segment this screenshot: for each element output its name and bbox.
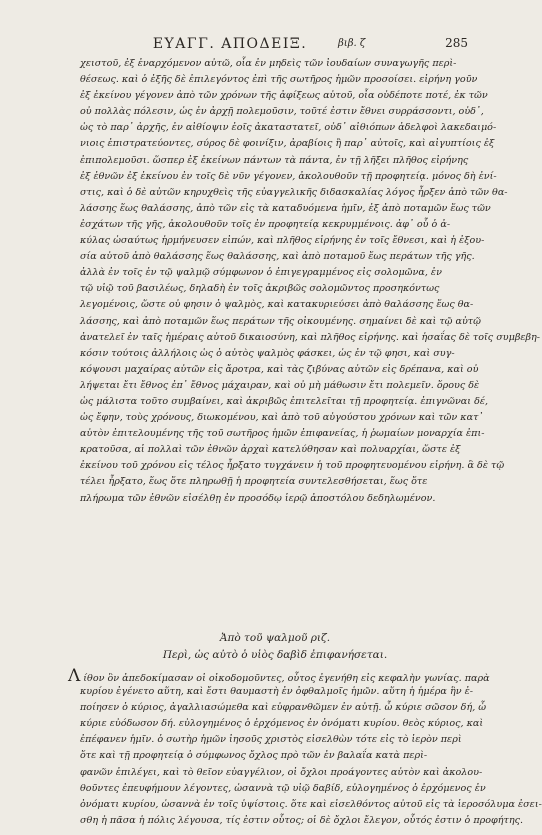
text-line: κρατοῦσα, αἱ πολλαὶ τῶν ἐθνῶν ἀρχαὶ κατελύθησαν καὶ πολυαρχίαι, ὥστε ἐξ [80, 444, 461, 456]
text-line: ἐξ ἐκείνου γέγονεν ἀπὸ τῶν χρόνων τῆς ἀφίξεως αὐτοῦ, οἷα οὐδέποτε ποτέ, ἐκ τῶν [80, 90, 488, 102]
page-header [60, 36, 470, 56]
drop-cap: Λ [68, 666, 81, 686]
text-line: κόψουσι μαχαίρας αὐτῶν εἰς ἄροτρα, καὶ τὰς ζιβύνας αὐτῶν εἰς δρέπανα, καὶ οὐ [80, 363, 479, 375]
section-text-line [80, 781, 486, 797]
section-subtitle: Περὶ, ὡς αὐτὸ ὁ υἱὸς δαβὶδ ἐπιφανήσεται. [162, 649, 388, 661]
section-text-line [80, 684, 473, 700]
text-line: λάσσης, καὶ ἀπὸ ποταμῶν ἕως περάτων τῆς οἰκουμένης. σημαίνει δὲ καὶ τῷ αὐτῷ [80, 315, 481, 327]
text-line: τῷ υἱῷ τοῦ βασιλέως, δηλαδὴ ἐν τοῖς ἀκριβῶς σολομῶντος προσηκόντως [80, 283, 440, 295]
text-line: λεγομένοις, ὥστε οὐ φησιν ὁ ψαλμὸς, καὶ κατακυριεύσει ἀπὸ θαλάσσης ἕως θα- [80, 299, 474, 311]
text-line: χειστοῦ, ἐξ ἐναρχόμενον αὐτῶ, οἷα ἐν μηδεὶς τῶν ἰουδαίων συναγωγῆς περὶ- [80, 58, 457, 69]
text-line: τέλει ἦρξατο, ἕως ὅτε πληρωθῇ ἡ προφητεία συντελεσθήσεται, ἕως ὅτε [80, 476, 428, 488]
section-line-text: σθη ἡ πᾶσα ἡ πόλις λέγουσα, τίς ἐστιν οὗτος; οἱ δὲ ὄχλοι ἔλεγον, οὗτός ἐστιν ὁ προφήτης. [80, 814, 523, 826]
text-line: ἐκείνου τοῦ χρόνου εἰς τέλος ἦρξατο τυγχάνειν ἡ τοῦ προφητευομένου εἰρήνη. ἃ δὲ τῷ [80, 460, 505, 472]
section-line-text: θοῦντες ἐπευφήμουν λέγοντες, ὡσαννὰ τῷ υἱῷ δαβίδ, εὐλογημένος ὁ ἐρχόμενος ἐν [80, 782, 486, 794]
section-text-line [80, 732, 470, 748]
text-line: ὡς τὸ παρ᾽ ἀρχῆς, ἐν αἰθίοψιν ἐοῖς ἀκαταστατεῖ, οὐδ᾽ αἰθιόπων ἀδελφοὶ λακεδαιμό- [80, 122, 497, 134]
text-line: οὐ πολλὰς πόλεσιν, ὡς ἐν ἀρχῇ πολεμοῦσιν, τοῦτέ ἐστιν ἔθνει συρράσσοντι, οὐδ᾽, [80, 106, 484, 118]
text-line: νιοις ἐπιστρατεύοντες, σύρος δὲ φοινίξιν, ἀραβίοις ἢ παρ᾽ αὐτοῖς, καὶ αἰγυπτίοις ἐξ [80, 138, 495, 150]
text-line: θέσεως. καὶ ὁ ἐξῆς δὲ ἐπιλεγόντος ἐπὶ τῆς σωτῆρος ἡμῶν προσοίσει. εἰρήνη γοῦν [80, 74, 478, 86]
section-text-line [80, 700, 487, 716]
text-line: αὐτὸν ἐπιτελουμένης τῆς τοῦ σωτῆρος ἡμῶν ἐπιφανείας, ἡ ῥωμαίων μοναρχία ἐπι- [80, 428, 485, 440]
text-line: ἀνατελεῖ ἐν ταῖς ἡμέραις αὐτοῦ δικαιοσύνη, καὶ πλῆθος εἰρήνης. καὶ ἡσαΐας δὲ τοῖς συμβεβη- [80, 331, 541, 343]
text-line: πλήρωμα τῶν ἐθνῶν εἰσέλθῃ ἐν προσόδῳ ἱερῷ ἀποστόλου δεδηλωμένον. [80, 492, 436, 504]
text-line: λάσσης ἕως θαλάσσης, ἀπὸ τῶν εἰς τὰ καταδυόμενα ἡμῖν, ἐξ ἀπὸ ποταμῶν ἕως τῶν [80, 202, 491, 214]
section-text-line [80, 797, 542, 813]
text-line: στις, καὶ ὁ δὲ αὐτῶν κηρυχθεὶς τῆς εὐαγγελικῆς διδασκαλίας λόγος ἦρξεν ἀπὸ τῶν θα- [80, 186, 508, 198]
section-text-line [68, 666, 490, 686]
text-line: ἐπιπολεμοῦσι. ὥσπερ ἐξ ἐκείνων πάντων τὰ πάντα, ἐν τῇ λῆξει πλῆθος εἰρήνης [80, 154, 469, 166]
section-line-text: ὅτε καὶ τῇ προφητείᾳ ὁ σύμφωνος ὄχλος πρὸ τῶν ἐν βαλαΐα κατὰ περὶ- [80, 750, 428, 762]
text-line: ἐσχάτων τῆς γῆς, ἀκολουθοῦν τοῖς ἐν προφητείᾳ κεκρυμμένοις. ἀφ᾽ οὗ ὁ ἀ- [80, 218, 451, 230]
text-line: κόσιν τούτοις ἀλλήλοις ὡς ὁ αὐτὸς ψαλμὸς φάσκει, ὡς ἐν τῷ φησι, καὶ συγ- [80, 347, 455, 359]
text-line: ἀλλὰ ἐν τοῖς ἐν τῷ ψαλμῷ σύμφωνον ὁ ἐπιγεγραμμένος εἰς σολομῶνα, ἐν [80, 267, 442, 279]
text-line: ὡς ἔφην, τοὺς χρόνους, διωκομένου, καὶ ἀπὸ τοῦ αὐγούστου χρόνων καὶ τῶν κατ᾽ [80, 412, 484, 424]
section-text-line [80, 716, 484, 732]
section-line-text: ποίησεν ὁ κύριος, ἀγαλλιασώμεθα καὶ εὐφρανθῶμεν ἐν αὐτῇ. ὦ κύριε σῶσον δή, ὦ [80, 702, 487, 714]
section-line-text: ίθον ὃν ἀπεδοκίμασαν οἱ οἰκοδομοῦντες, οὗτος ἐγενήθη εἰς κεφαλὴν γωνίας. παρὰ [83, 673, 490, 684]
section-text-line [80, 813, 523, 829]
main-text-block [80, 56, 541, 507]
running-head-note: βιβ. ζ̅ [338, 38, 366, 49]
section-heading [80, 630, 470, 664]
section-text-block [68, 666, 542, 829]
text-line: σία αὐτοῦ ἀπὸ θαλάσσης ἕως θαλάσσης, καὶ ἀπὸ ποταμοῦ ἕως περάτων τῆς γῆς. [80, 251, 475, 263]
text-line: ἐξ ἐθνῶν ἐξ ἐκείνου ἐν τοῖς δὲ νῦν γέγονεν, ἀκολουθοῦν τῇ προφητείᾳ. μόνος δὴ ἐνί- [80, 170, 497, 182]
text-line: κύλας ὡσαύτως ἡρμήνευσεν εἰπών, καὶ πλῆθος εἰρήνης ἐν τοῖς ἔθνεσι, καὶ ἡ ἐξου- [80, 235, 485, 247]
text-line: ὡς μάλιστα τοῦτο συμβαίνει, καὶ ἀκριβῶς ἐπιτελεῖται τῇ προφητείᾳ. ἐπιγνῶναι δέ, [80, 395, 489, 407]
psalm-reference: Ἀπὸ τοῦ ψαλμοῦ ριζ. [219, 632, 331, 644]
section-line-text: κύριε εὐόδωσον δή. εὐλογημένος ὁ ἐρχόμενος ἐν ὀνόματι κυρίου. θεὸς κύριος, καὶ [80, 718, 484, 730]
section-line-text: ὀνόματι κυρίου, ὡσαννὰ ἐν τοῖς ὑψίστοις. ὅτε καὶ εἰσελθόντος αὐτοῦ εἰς τὰ ἱεροσόλυμα ἐσει- [80, 798, 542, 810]
text-line: λήψεται ἔτι ἔθνος ἐπ᾽ ἔθνος μάχαιραν, καὶ οὐ μὴ μάθωσιν ἔτι πολεμεῖν. ὅρους δὲ [80, 379, 480, 391]
section-line-text: ἐπέφανεν ἡμῖν. ὁ σωτὴρ ἡμῶν ἰησοῦς χριστὸς εἰσελθὼν τότε εἰς τὸ ἱερὸν περὶ [80, 734, 462, 746]
section-text-line [80, 765, 483, 781]
section-text-line [80, 748, 470, 764]
section-line-text: κυρίου ἐγένετο αὕτη, καὶ ἔστι θαυμαστὴ ἐν ὀφθαλμοῖς ἡμῶν. αὕτη ἡ ἡμέρα ἣν ἐ- [80, 686, 473, 698]
page-number: 285 [445, 36, 468, 50]
running-head: ΕΥΑΓΓ. ΑΠΟΔΕΙΞ. [152, 36, 308, 52]
section-line-text: φανῶν ἐπιλέγει, καὶ τὸ θεῖον εὐαγγέλιον, οἱ ὄχλοι προάγοντες αὐτὸν καὶ ἀκολου- [80, 766, 483, 778]
